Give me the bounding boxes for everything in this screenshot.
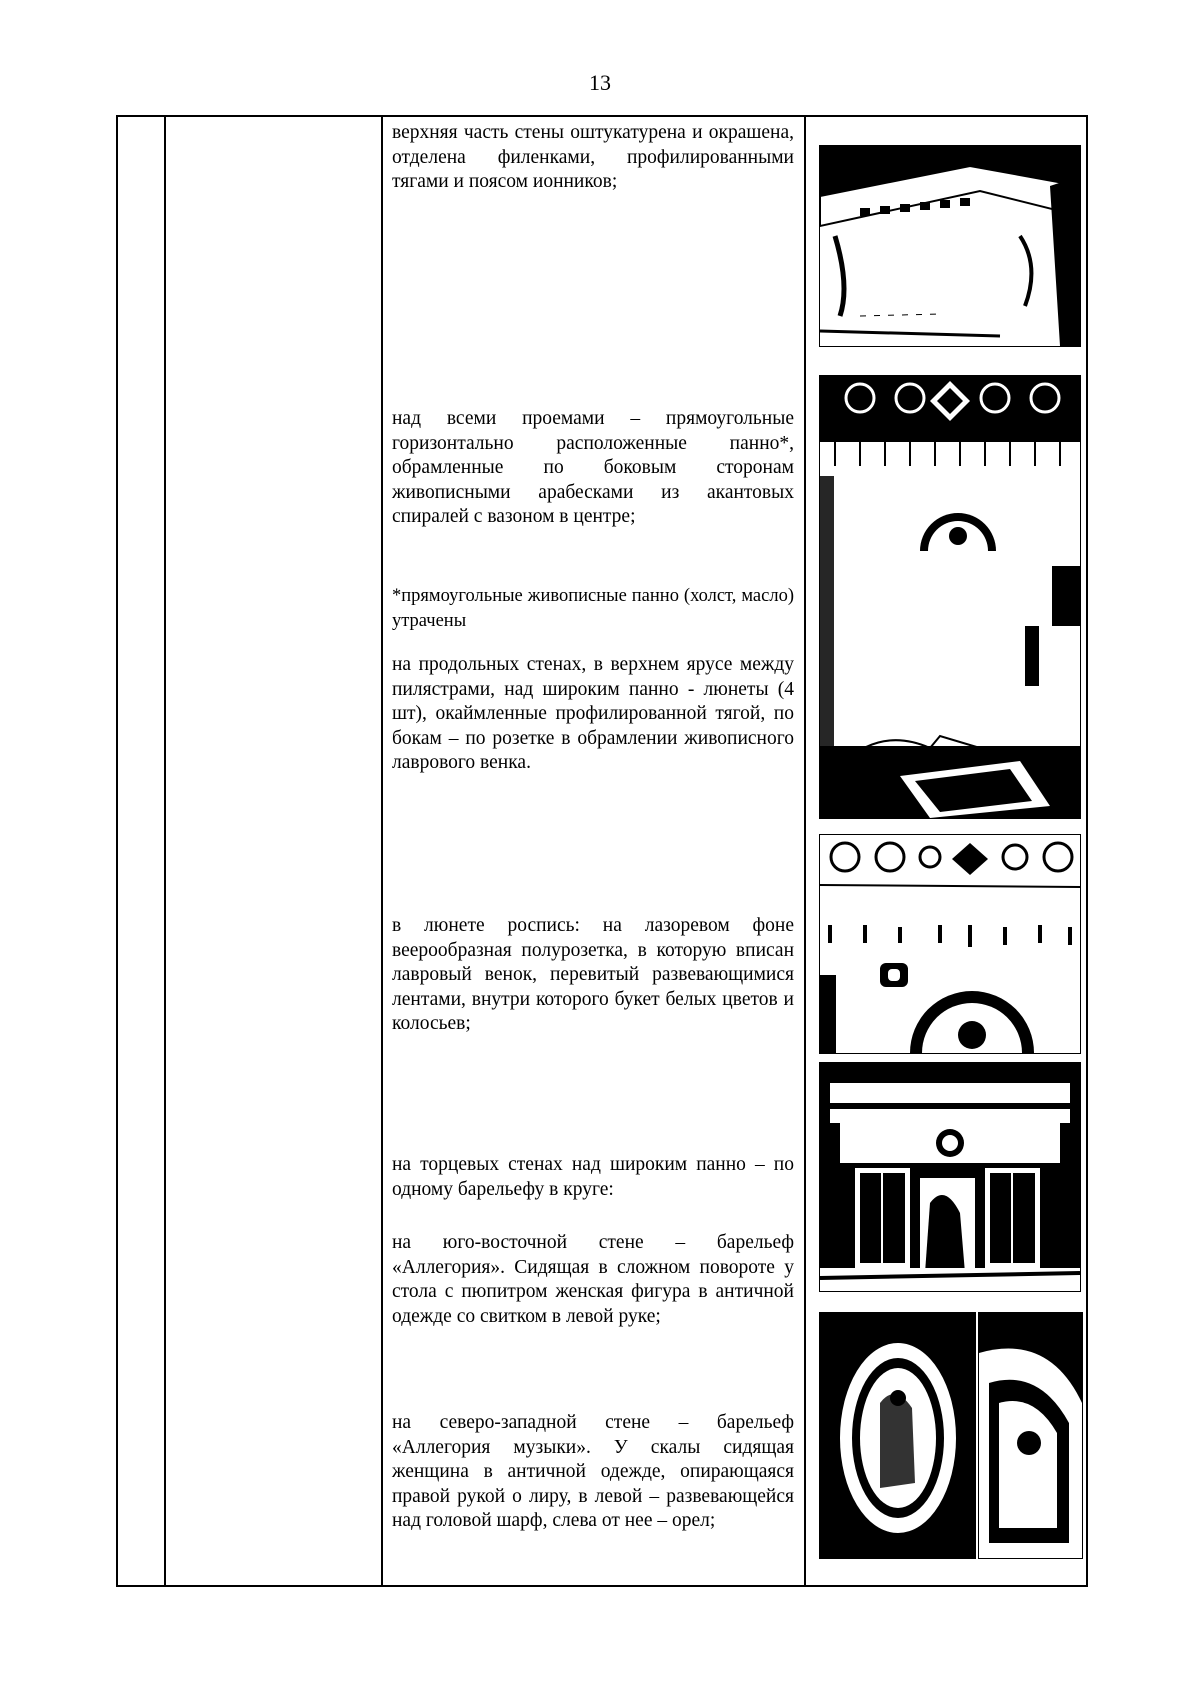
page-number: 13 <box>589 70 611 95</box>
text-northwest-wall-music-allegory: на северо-западной стене – барельеф «Аллегория музыки». У скалы сидящая женщина в античной одежде, опирающаяся правой рукой о лиру, в левой – развевающейся над головой шарф, слева от нее – орел; <box>392 1412 794 1531</box>
column-divider <box>804 117 806 1585</box>
text-wall-upper-part: верхняя часть стены оштукатурена и окрашена, отделена филенками, профилированными тягами и поясом ионников; <box>392 122 794 192</box>
text-lunette-painting: в люнете роспись: на лазоревом фоне веерообразная полурозетка, в которую вписан лавровый венок, перевитый развевающимися лентами, внутри которого букет белых цветов и колосьев; <box>392 915 794 1034</box>
description-table <box>116 115 1088 1587</box>
photo-bas-relief-right <box>978 1312 1083 1559</box>
photo-lunette-detail <box>819 834 1081 1054</box>
column-divider <box>381 117 383 1585</box>
column-divider <box>164 117 166 1585</box>
photo-bas-relief-left <box>819 1312 976 1559</box>
text-lunettes-longitudinal-walls: на продольных стенах, в верхнем ярусе между пилястрами, над широким панно - люнеты (4 шт), окаймленные профилированной тягой, по бокам – по розетке в обрамлении живописного лаврового венка. <box>392 654 794 773</box>
text-southeast-wall-allegory: на юго-восточной стене – барельеф «Аллегория». Сидящая в сложном повороте у стола с пюпитром женская фигура в античной одежде со свитком в левой руке; <box>392 1232 794 1327</box>
photo-wall-panels-lunette <box>819 375 1081 819</box>
photo-end-wall-bas-relief <box>819 1062 1081 1292</box>
text-footnote-lost-panels: *прямоугольные живописные панно (холст, масло) утрачены <box>392 586 794 631</box>
text-end-walls-bas-reliefs: на торцевых стенах над широким панно – по одному барельефу в круге: <box>392 1154 794 1200</box>
photo-upper-wall <box>819 145 1081 347</box>
text-panels-over-openings: над всеми проемами – прямоугольные горизонтально расположенные панно*, обрамленные по боковым сторонам живописными арабесками из акантовых спиралей с вазоном в центре; <box>392 408 794 527</box>
